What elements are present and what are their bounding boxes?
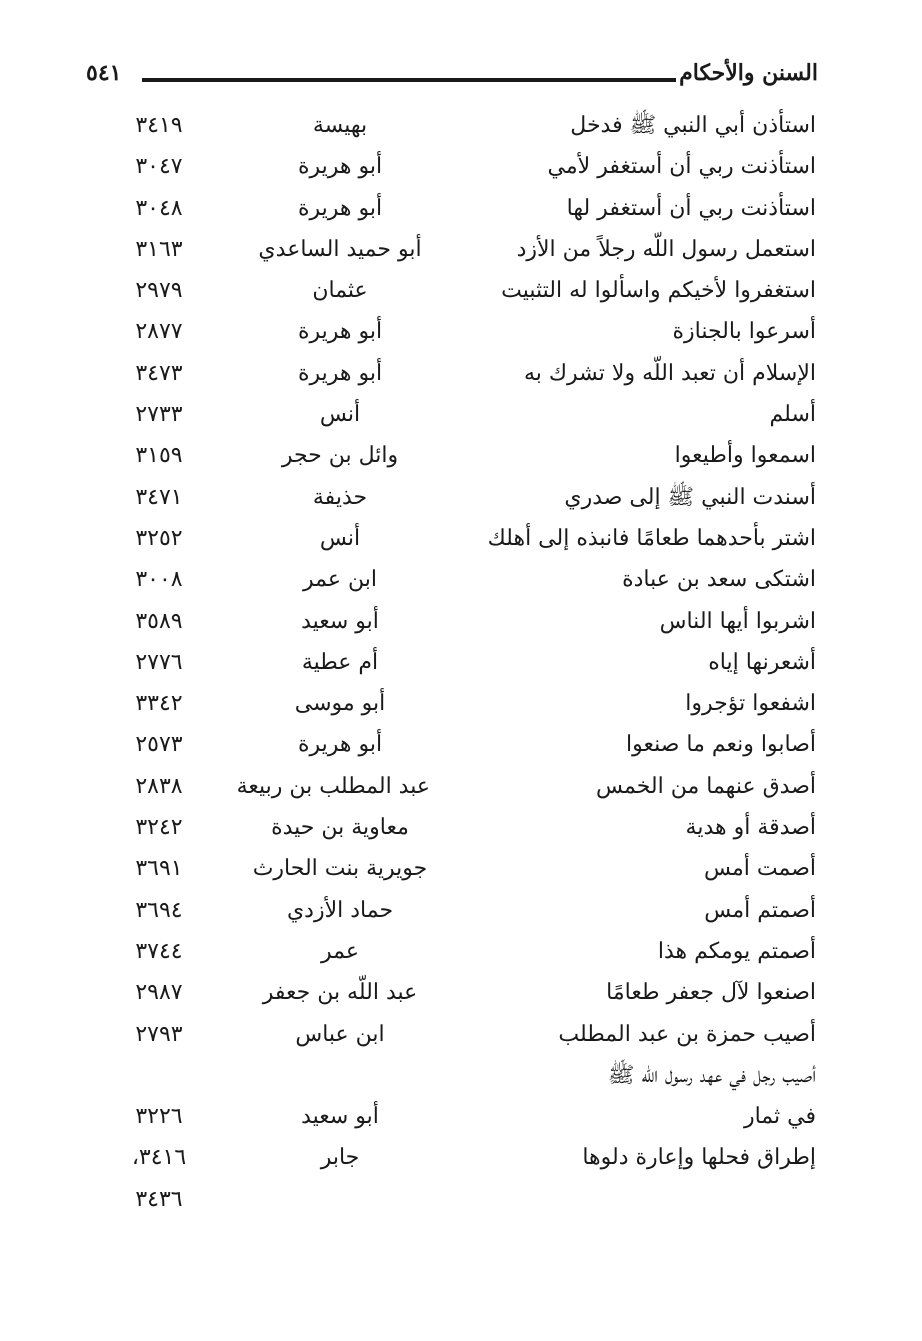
- index-row: [100, 519, 822, 560]
- narrator: أنس: [319, 525, 361, 551]
- hadith-number: ٣٦٩١: [135, 856, 183, 882]
- hadith-number: ٣٢٤٢: [135, 815, 183, 841]
- index-row: [100, 436, 822, 477]
- narrator: عبد اللّه بن جعفر: [262, 980, 418, 1006]
- hadith-number: ٢٨٧٧: [135, 319, 183, 345]
- narrator: جابر: [320, 1145, 360, 1171]
- hadith-number: ٣٤٣٦: [135, 1186, 183, 1212]
- narrator: حذيفة: [312, 484, 368, 510]
- hadith-number: ٢٨٣٨: [135, 773, 183, 799]
- hadith-incipit: أشعرنها إياه: [708, 649, 816, 675]
- hadith-incipit: أسندت النبي ﷺ إلى صدري: [564, 484, 816, 510]
- index-row: [100, 106, 822, 147]
- index-row: [100, 1138, 822, 1179]
- narrator: عمر: [321, 938, 359, 964]
- index-row: [100, 684, 822, 725]
- hadith-incipit: اشتكى سعد بن عبادة: [622, 567, 816, 593]
- hadith-incipit: اشربوا أيها الناس: [659, 608, 816, 634]
- narrator: أبو هريرة: [297, 195, 383, 221]
- hadith-incipit: اصنعوا لآل جعفر طعامًا: [606, 980, 816, 1006]
- index-row: [100, 189, 822, 230]
- page-number: ٥٤١: [86, 60, 122, 86]
- index-row: [100, 808, 822, 849]
- index-row: [100, 1015, 822, 1056]
- index-row: [100, 271, 822, 312]
- index-row: [100, 230, 822, 271]
- hadith-number: ٣٥٨٩: [135, 608, 183, 634]
- narrator: عثمان: [312, 278, 368, 304]
- hadith-number: ٣٣٤٢: [135, 691, 183, 717]
- hadith-incipit: أصابوا ونعم ما صنعوا: [626, 732, 816, 758]
- index-row: [100, 395, 822, 436]
- narrator: أبو سعيد: [301, 1104, 379, 1130]
- hadith-incipit: استأذنت ربي أن أستغفر لأمي: [547, 154, 816, 180]
- index-row: [100, 643, 822, 684]
- hadith-incipit: الإسلام أن تعبد اللّه ولا تشرك به: [524, 360, 816, 386]
- hadith-incipit: استغفروا لأخيكم واسألوا له التثبيت: [501, 278, 816, 304]
- hadith-incipit: أسلم: [769, 402, 816, 428]
- narrator: أنس: [319, 402, 361, 428]
- hadith-number: ٣٢٥٢: [135, 525, 183, 551]
- hadith-incipit: أصيب رجل في عهد رسول اللّه ﷺ: [607, 1062, 816, 1088]
- hadith-number: ٢٥٧٣: [135, 732, 183, 758]
- narrator: جويرية بنت الحارث: [252, 856, 428, 882]
- hadith-incipit: أسرعوا بالجنازة: [672, 319, 816, 345]
- hadith-incipit: استعمل رسول اللّه رجلاً من الأزد: [516, 236, 816, 262]
- narrator: عبد المطلب بن ربيعة: [236, 773, 430, 799]
- hadith-number: ٣٠٤٨: [135, 195, 183, 221]
- hadith-number: ٣٤٧١: [135, 484, 183, 510]
- narrator: بهيسة: [312, 113, 368, 138]
- narrator: أبو هريرة: [297, 360, 383, 386]
- hadith-incipit: اشفعوا تؤجروا: [685, 691, 816, 717]
- narrator: أبو هريرة: [297, 319, 383, 345]
- hadith-number: ٢٧٧٦: [135, 649, 183, 675]
- hadith-number: ٢٩٨٧: [135, 980, 183, 1006]
- running-title: السنن والأحكام: [679, 60, 818, 86]
- hadith-incipit: استأذنت ربي أن أستغفر لها: [566, 195, 816, 221]
- hadith-incipit: أصمتم يومكم هذا: [657, 938, 816, 964]
- index-row: [100, 1097, 822, 1138]
- index-row: [100, 1056, 822, 1097]
- page-header: [86, 58, 818, 98]
- hadith-incipit: أصيب حمزة بن عبد المطلب: [558, 1021, 816, 1047]
- hadith-incipit: إطراق فحلها وإعارة دلوها: [582, 1145, 816, 1171]
- hadith-number: ٢٧٣٣: [135, 402, 183, 428]
- narrator: أبو هريرة: [297, 732, 383, 758]
- index-row: [100, 725, 822, 766]
- hadith-incipit: اشتر بأحدهما طعامًا فانبذه إلى أهلك: [487, 525, 816, 551]
- hadith-number: ٢٧٩٣: [135, 1021, 183, 1047]
- hadith-incipit: أصمت أمس: [703, 856, 816, 882]
- narrator: ابن عباس: [295, 1021, 385, 1047]
- index-row: [100, 767, 822, 808]
- index-table: [100, 106, 822, 1221]
- hadith-number: ٣٧٤٤: [135, 938, 183, 964]
- hadith-incipit: أصدقة أو هدية: [685, 815, 816, 841]
- index-row: [100, 354, 822, 395]
- index-row: [100, 560, 822, 601]
- narrator: أبو حميد الساعدي: [258, 236, 422, 262]
- hadith-number: ٣١٥٩: [135, 443, 183, 469]
- hadith-number: ٢٩٧٩: [135, 278, 183, 304]
- narrator: ابن عمر: [303, 567, 377, 593]
- narrator: أم عطية: [301, 649, 379, 675]
- index-row: [100, 849, 822, 890]
- hadith-incipit: اسمعوا وأطيعوا: [674, 443, 816, 469]
- hadith-number: ٣٦٩٤: [135, 897, 183, 923]
- index-row: [100, 932, 822, 973]
- index-row: [100, 312, 822, 353]
- header-rule: [142, 78, 676, 82]
- narrator: أبو هريرة: [297, 154, 383, 180]
- hadith-number: ٣٠٤٧: [135, 154, 183, 180]
- index-row: [100, 973, 822, 1014]
- hadith-number: ٣١٦٣: [135, 236, 183, 262]
- narrator: أبو سعيد: [301, 608, 379, 634]
- index-row: [100, 891, 822, 932]
- narrator: وائل بن حجر: [281, 443, 399, 469]
- index-row: [100, 147, 822, 188]
- index-row: [100, 478, 822, 519]
- hadith-number: ٣٠٠٨: [135, 567, 183, 593]
- hadith-number: ٣٤٧٣: [135, 360, 183, 386]
- hadith-incipit: استأذن أبي النبي ﷺ فدخل: [570, 113, 816, 138]
- hadith-number: ٣٤١٩: [135, 113, 183, 138]
- hadith-number: ٣٢٢٦: [135, 1104, 183, 1130]
- narrator: حماد الأزدي: [286, 897, 394, 923]
- narrator: معاوية بن حيدة: [271, 815, 409, 841]
- hadith-incipit: أصمتم أمس: [704, 897, 816, 923]
- hadith-incipit: في ثمار: [743, 1104, 816, 1130]
- hadith-incipit: أصدق عنهما من الخمس: [595, 773, 816, 799]
- narrator: أبو موسى: [294, 691, 386, 717]
- index-row: [100, 1180, 822, 1221]
- hadith-number: ٣٤١٦،: [131, 1145, 187, 1171]
- index-row: [100, 602, 822, 643]
